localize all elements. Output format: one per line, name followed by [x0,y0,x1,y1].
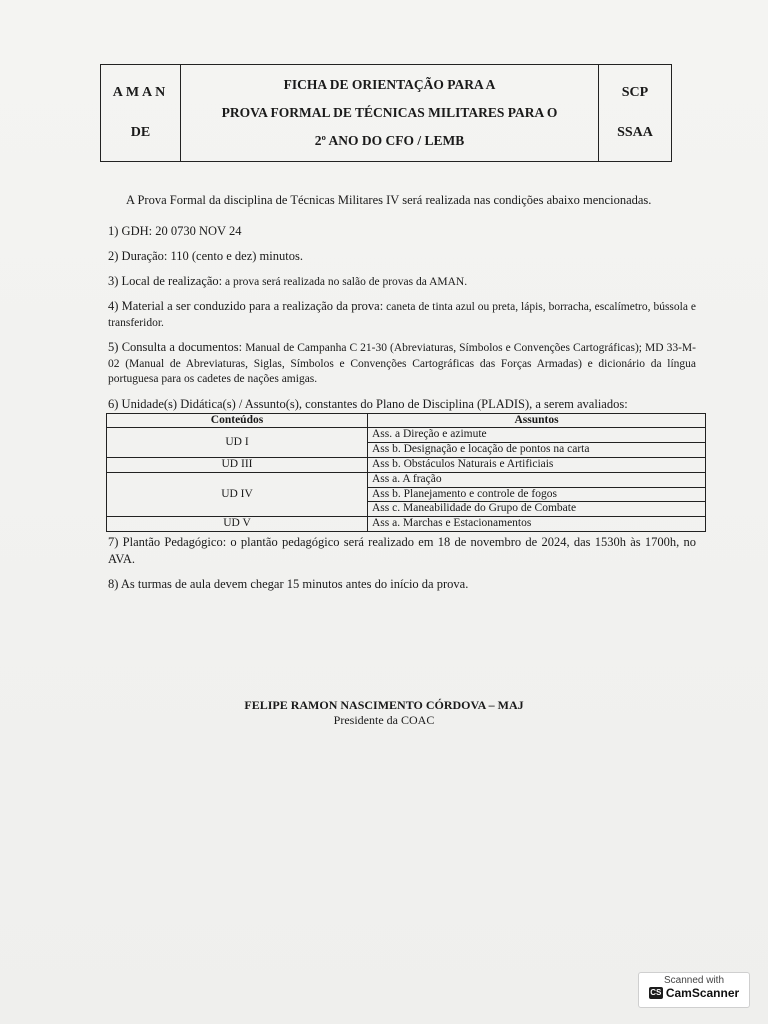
table-cell-assunto: Ass b. Obstáculos Naturais e Artificiais [368,457,706,472]
signature-block [0,698,768,728]
header-scp: SCP [621,85,649,100]
document-body [108,192,696,601]
intro-paragraph: A Prova Formal da disciplina de Técnicas Militares IV será realizada nas condições abaixo mencionadas. [126,193,652,207]
header-title-line1: FICHA DE ORIENTAÇÃO PARA A [283,77,496,92]
topics-table [106,413,706,532]
item-turmas: 8) As turmas de aula devem chegar 15 minutos antes do início da prova. [108,576,469,591]
table-cell-ud: UD V [107,517,368,532]
item-consulta-text: Manual de Campanha C 21-30 (Abreviaturas, Símbolos e Convenções Cartográficas); MD 33-M-02 (Manual de Abreviaturas, Siglas, Símbolos e Convenções Cartográficas das Forças Armadas) e dicionário da língua portuguesa para os cadetes de nações amigas. [108,342,696,386]
signature-role: Presidente da COAC [333,713,435,727]
header-aman: AMAN [112,85,169,100]
item-local-text: a prova será realizada no salão de provas da AMAN. [222,275,468,288]
item-consulta-lead: 5) Consulta a documentos: [108,340,243,355]
table-cell-ud: UD IV [107,472,368,516]
item-material-lead: 4) Material a ser conduzido para a realização da prova: [108,299,384,314]
camscanner-logo-icon: CS [650,988,662,997]
table-header-assuntos: Assuntos [368,413,706,428]
watermark-line2: CamScanner [665,986,740,1000]
watermark-line2-row [639,986,749,1000]
header-title-cell [181,65,599,161]
table-header-conteudos: Conteúdos [107,413,368,428]
item-plantao: 7) Plantão Pedagógico: o plantão pedagógico será realizado em 18 de novembro de 2024, das 1530h às 1700h, no AVA. [108,534,696,566]
table-cell-ud: UD III [107,457,368,472]
header-ssaa: SSAA [617,125,653,140]
watermark-line1: Scanned with [663,975,725,986]
table-cell-assunto: Ass b. Designação e locação de pontos na carta [368,443,706,458]
table-row [107,457,706,472]
table-row [107,517,706,532]
header-title-line2: PROVA FORMAL DE TÉCNICAS MILITARES PARA O [221,105,558,120]
header-title-line3: 2º ANO DO CFO / LEMB [314,133,465,148]
table-cell-assunto: Ass b. Planejamento e controle de fogos [368,487,706,502]
item-consulta [108,339,696,388]
item-unidades: 6) Unidade(s) Didática(s) / Assunto(s), constantes do Plano de Disciplina (PLADIS), a serem avaliados: [108,396,628,411]
table-cell-assunto: Ass a. A fração [368,472,706,487]
camscanner-watermark [638,972,750,1008]
table-row [107,428,706,443]
item-material [108,298,696,331]
item-local-lead: 3) Local de realização: [108,273,223,288]
table-cell-assunto: Ass c. Maneabilidade do Grupo de Combate [368,502,706,517]
header-box [100,64,672,162]
table-row [107,472,706,487]
header-right-cell [599,65,671,161]
header-de: DE [130,125,151,140]
table-cell-ud: UD I [107,428,368,458]
table-cell-assunto: Ass. a Direção e azimute [368,428,706,443]
item-local [108,273,696,291]
signature-name: FELIPE RAMON NASCIMENTO CÓRDOVA – MAJ [244,698,524,712]
table-cell-assunto: Ass a. Marchas e Estacionamentos [368,517,706,532]
item-gdh: 1) GDH: 20 0730 NOV 24 [108,223,242,238]
item-duracao: 2) Duração: 110 (cento e dez) minutos. [108,248,303,263]
item-material-text: caneta de tinta azul ou preta, lápis, borracha, escalímetro, bússola e transferidor. [108,301,697,329]
table-header-row [107,413,706,428]
header-left-cell [101,65,181,161]
